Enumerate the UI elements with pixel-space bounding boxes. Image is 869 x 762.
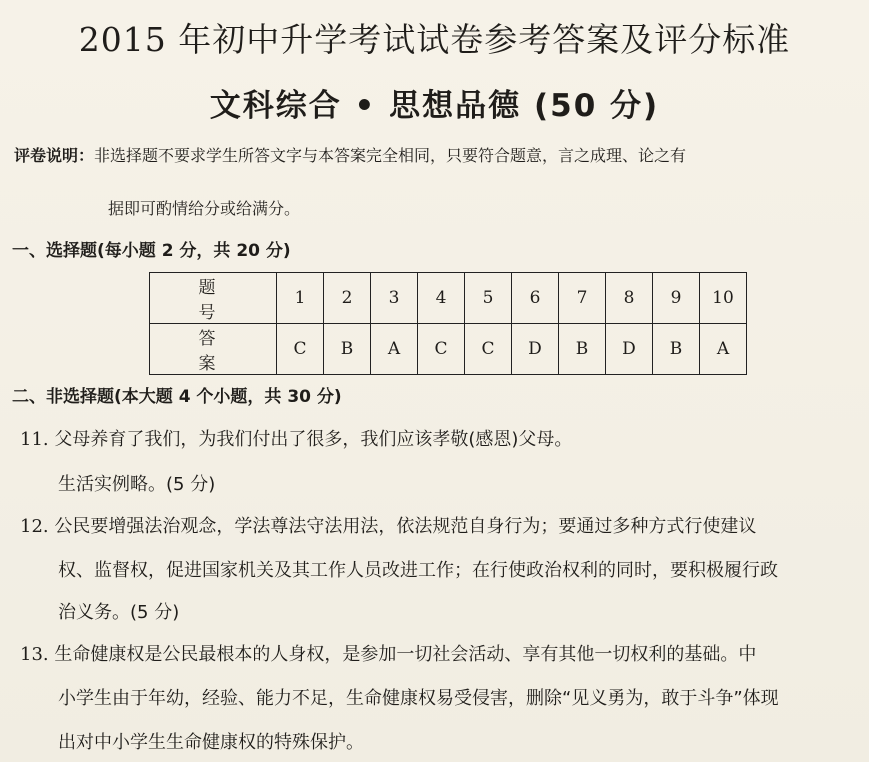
question-text: 父母养育了我们，为我们付出了很多，我们应该孝敬(感恩)父母。	[54, 429, 573, 450]
table-row-answers	[150, 324, 747, 375]
question-number-cell: 6	[512, 273, 559, 324]
question-number-cell: 4	[418, 273, 465, 324]
question-number: 13.	[20, 644, 49, 665]
answer-cell: B	[324, 324, 371, 375]
answer-cell: A	[371, 324, 418, 375]
answer-cell: C	[465, 324, 512, 375]
question-number-cell: 1	[277, 273, 324, 324]
question-12-line-3: 治义务。(5 分)	[58, 602, 180, 623]
question-number: 12.	[20, 516, 49, 537]
table-row-numbers	[150, 273, 747, 324]
scoring-note-label: 评卷说明：	[14, 146, 95, 165]
question-13-line-2: 小学生由于年幼，经验、能力不足，生命健康权易受侵害，删除“见义勇为，敢于斗争”体现	[58, 688, 779, 709]
question-number-cell: 8	[606, 273, 653, 324]
answer-cell: D	[512, 324, 559, 375]
answer-cell: B	[653, 324, 700, 375]
section-heading-open: 二、非选择题(本大题 4 个小题，共 30 分)	[12, 387, 342, 407]
answer-cell: B	[559, 324, 606, 375]
question-number-cell: 2	[324, 273, 371, 324]
question-number-cell: 7	[559, 273, 606, 324]
page-title: 2015 年初中升学考试试卷参考答案及评分标准	[78, 20, 791, 59]
answer-cell: D	[606, 324, 653, 375]
question-number: 11.	[20, 429, 49, 450]
answer-table	[149, 272, 747, 375]
section-heading-choice: 一、选择题(每小题 2 分，共 20 分)	[12, 241, 291, 261]
question-12-line-1	[20, 512, 756, 538]
question-number-cell: 10	[700, 273, 747, 324]
question-12-line-2: 权、监督权，促进国家机关及其工作人员改进工作；在行使政治权利的同时，要积极履行政	[58, 560, 778, 581]
row-label-number: 题 号	[150, 273, 277, 324]
scoring-note	[14, 145, 854, 166]
row-label-answer: 答 案	[150, 324, 277, 375]
question-number-cell: 3	[371, 273, 418, 324]
answer-cell: C	[277, 324, 324, 375]
scoring-note-line1: 非选择题不要求学生所答文字与本答案完全相同，只要符合题意，言之成理、论之有	[94, 146, 687, 165]
question-11-line-2: 生活实例略。(5 分)	[58, 474, 216, 495]
answer-cell: C	[418, 324, 465, 375]
question-text: 生命健康权是公民最根本的人身权，是参加一切社会活动、享有其他一切权利的基础。中	[54, 644, 757, 665]
question-text: 公民要增强法治观念，学法尊法守法用法，依法规范自身行为；要通过多种方式行使建议	[54, 516, 757, 537]
answer-cell: A	[700, 324, 747, 375]
question-number-cell: 9	[653, 273, 700, 324]
question-13-line-1	[20, 640, 756, 666]
page-subtitle: 文科综合 • 思想品德 (50 分)	[209, 88, 660, 124]
question-11-line-1	[20, 425, 572, 451]
question-13-line-3: 出对中小学生生命健康权的特殊保护。	[58, 732, 364, 753]
scoring-note-line2: 据即可酌情给分或给满分。	[108, 199, 301, 218]
question-number-cell: 5	[465, 273, 512, 324]
